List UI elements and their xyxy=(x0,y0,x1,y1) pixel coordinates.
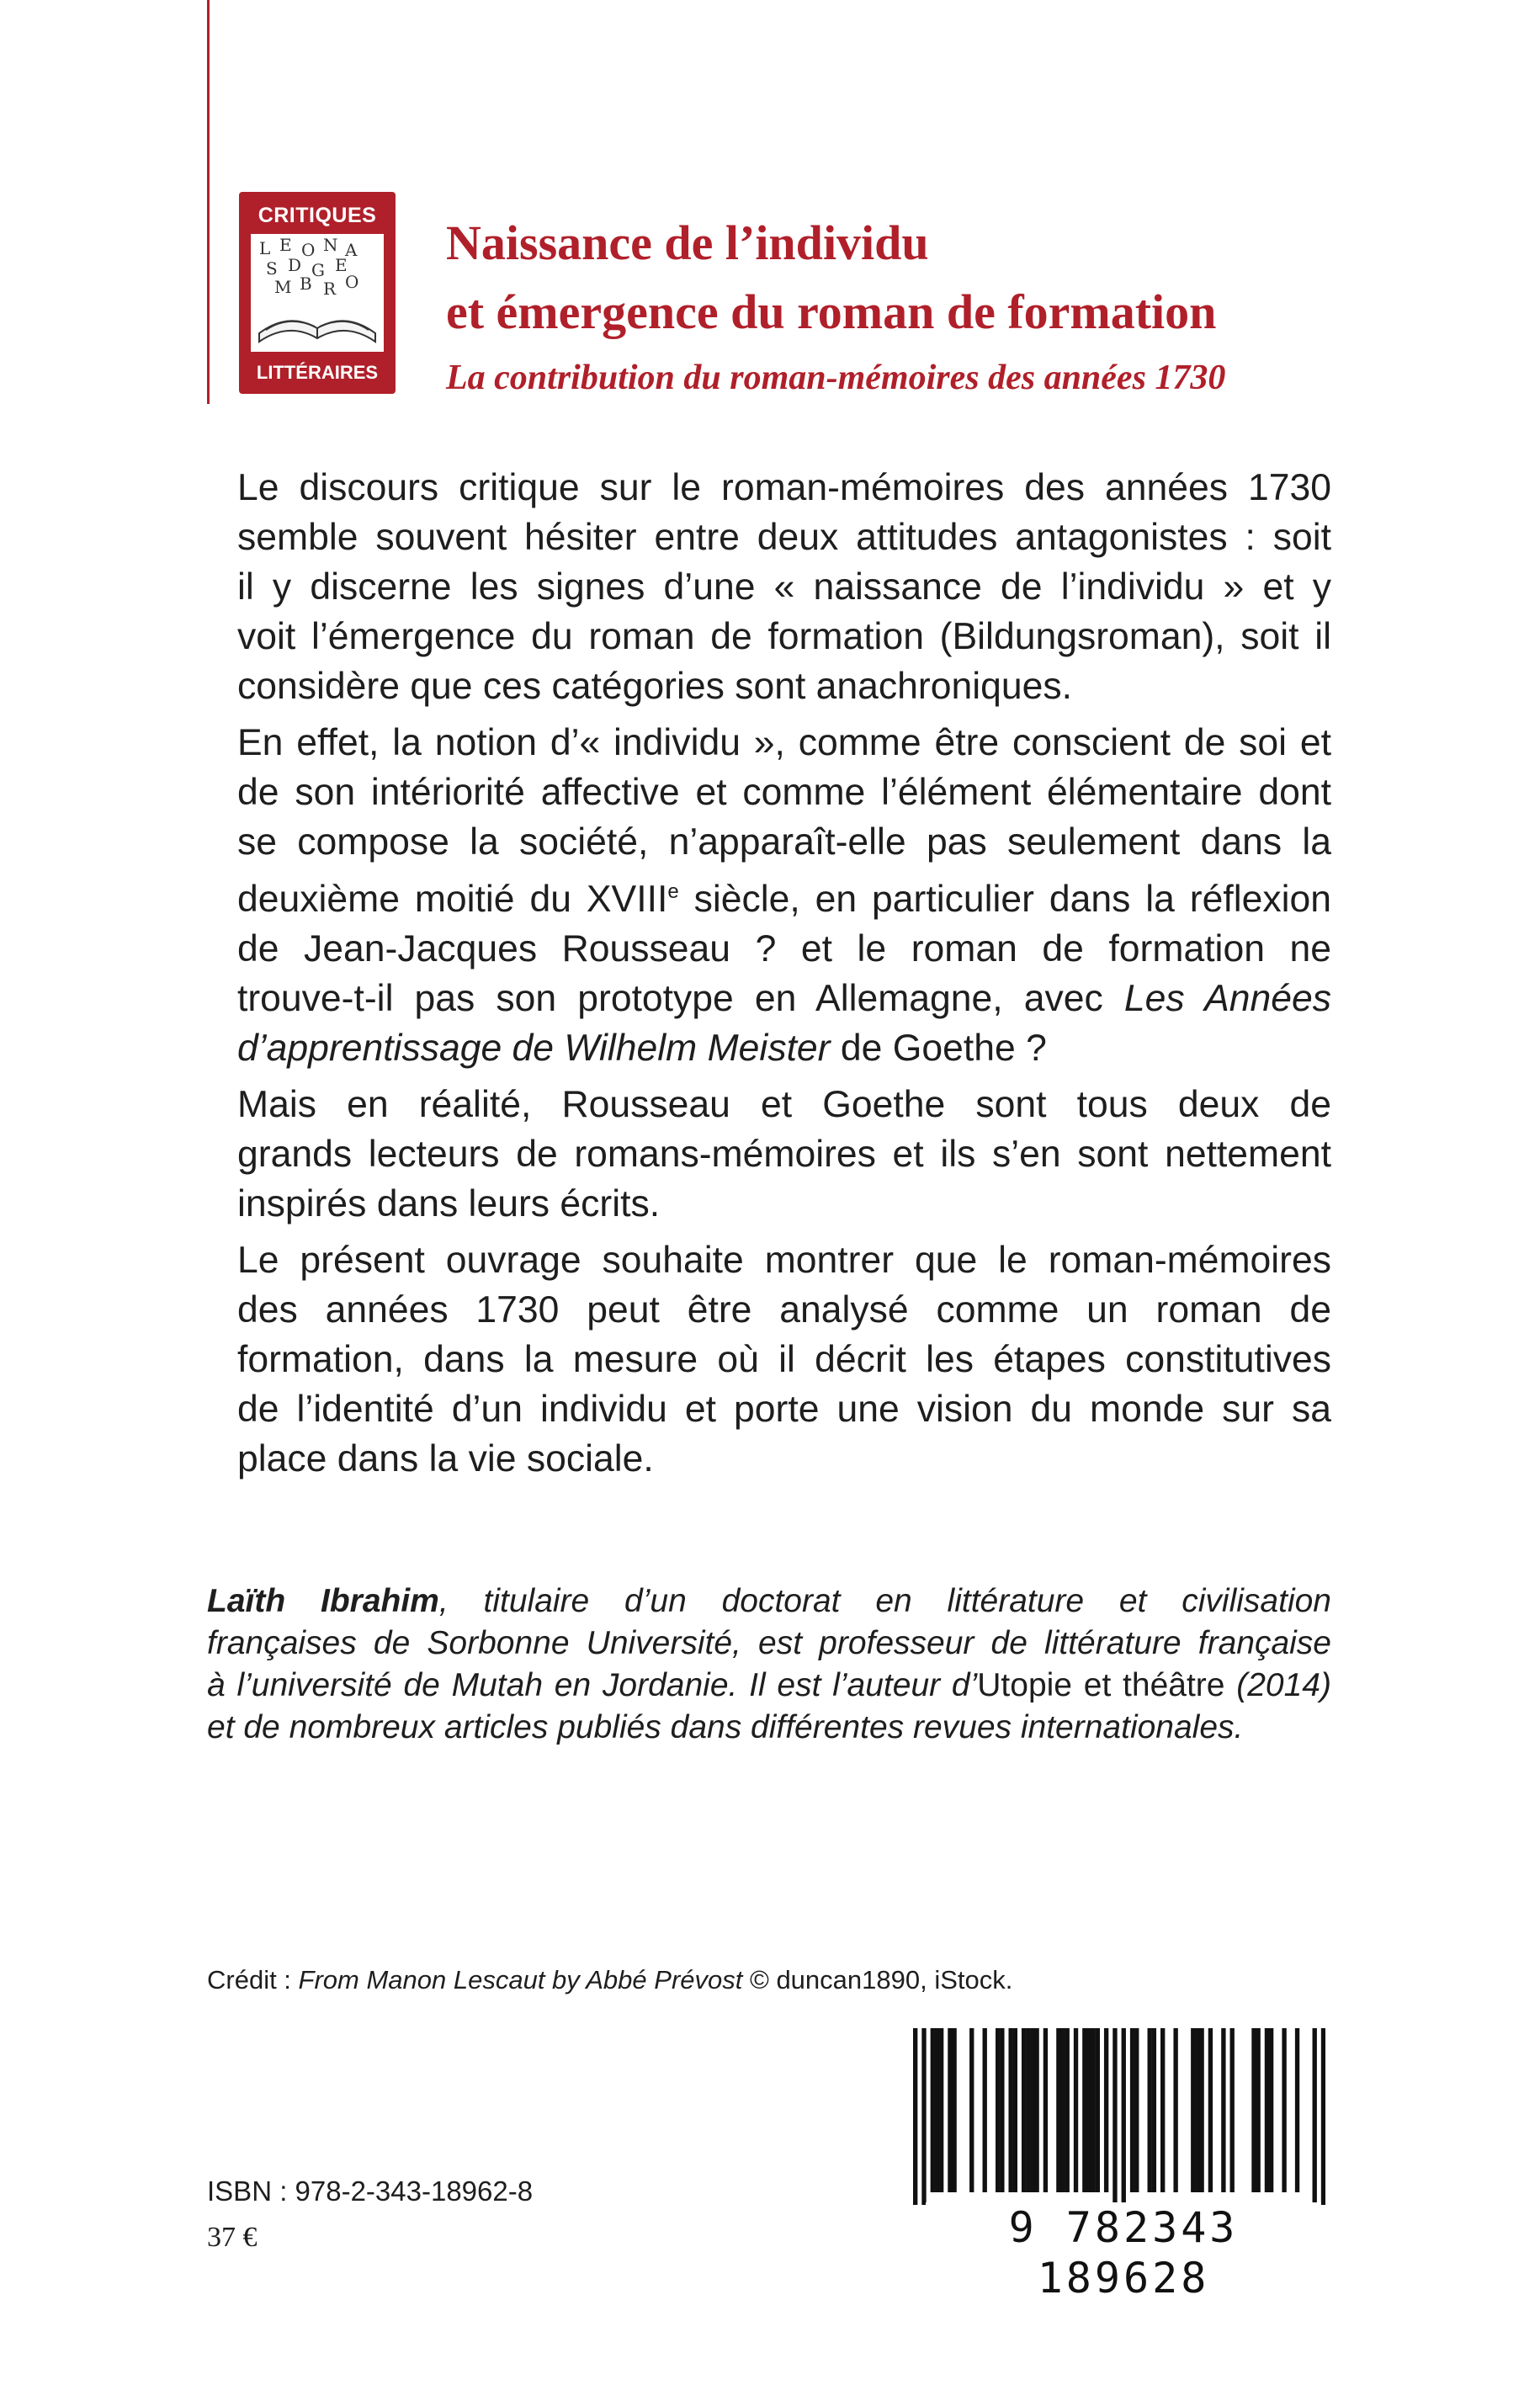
text-fragment: , titulaire d’un doctorat en littérature et civilisation xyxy=(438,1583,1331,1619)
barcode-bar xyxy=(1256,2028,1260,2192)
text-line xyxy=(207,1580,1331,1623)
text-line: semble souvent hésiter entre deux attitudes antagonistes : soit xyxy=(237,517,1331,558)
barcode-bar xyxy=(1208,2028,1213,2192)
barcode-bar xyxy=(1074,2028,1078,2192)
text-fragment: à l’université de Mutah en Jordanie. Il est l’auteur d’ xyxy=(207,1667,978,1703)
credit-source: From Manon Lescaut by Abbé Prévost xyxy=(298,1965,743,1995)
barcode-bar xyxy=(1199,2028,1203,2192)
barcode-bar xyxy=(1313,2028,1317,2205)
text-fragment: trouve-t-il pas son prototype en Allemagne, avec xyxy=(237,977,1124,1019)
text-line: considère que ces catégories sont anachroniques. xyxy=(237,666,1072,707)
text-line: place dans la vie sociale. xyxy=(237,1437,654,1479)
text-line: Le discours critique sur le roman-mémoires des années 1730 xyxy=(237,467,1331,508)
svg-text:R: R xyxy=(323,279,337,299)
text-line: françaises de Sorbonne Université, est professeur de littérature française xyxy=(207,1625,1331,1661)
barcode-bar xyxy=(1065,2028,1070,2192)
paragraph-1 xyxy=(237,463,1331,711)
series-bottom-label: LITTÉRAIRES xyxy=(256,362,379,383)
book-subtitle: La contribution du roman-mémoires des années 1730 xyxy=(446,359,1226,397)
superscript: e xyxy=(667,880,679,903)
barcode-bar xyxy=(1000,2028,1004,2192)
svg-text:S: S xyxy=(266,258,278,279)
svg-text:O: O xyxy=(345,272,359,292)
book-reference: Utopie et théâtre xyxy=(977,1667,1225,1703)
barcode-bar xyxy=(1173,2028,1177,2192)
barcode-bar xyxy=(1269,2028,1273,2192)
svg-text:B: B xyxy=(300,274,312,294)
barcode-bar xyxy=(1160,2028,1165,2192)
barcode-bar xyxy=(1152,2028,1156,2192)
text-line: En effet, la notion d’« individu », comme être conscient de soi et xyxy=(237,722,1331,763)
barcode-bar xyxy=(996,2028,1000,2192)
svg-text:O: O xyxy=(301,240,316,260)
svg-text:L: L xyxy=(259,238,271,258)
text-line xyxy=(237,867,1331,924)
text-line: Mais en réalité, Rousseau et Goethe sont tous deux de xyxy=(237,1083,1331,1125)
barcode-bar xyxy=(1191,2028,1195,2192)
book-reference: Les Années xyxy=(1123,977,1331,1019)
barcode-bar xyxy=(1008,2028,1012,2192)
barcode-bar xyxy=(952,2028,956,2192)
barcode-bar xyxy=(948,2028,952,2192)
barcode-bar xyxy=(921,2028,926,2205)
barcode-bar xyxy=(1013,2028,1017,2192)
barcode-bar xyxy=(1091,2028,1095,2192)
text-line: et de nombreux articles publiés dans différentes revues internationales. xyxy=(207,1709,1244,1745)
text-line: de Jean-Jacques Rousseau ? et le roman de formation ne xyxy=(237,927,1331,969)
credit-rest: © duncan1890, iStock. xyxy=(742,1965,1013,1995)
barcode-bar xyxy=(1130,2028,1134,2192)
svg-text:M: M xyxy=(274,277,292,297)
barcode-bar xyxy=(1148,2028,1152,2192)
back-cover-text xyxy=(237,463,1331,1490)
text-line xyxy=(237,1023,1331,1073)
barcode-bar xyxy=(939,2028,943,2192)
barcode-bar xyxy=(1082,2028,1086,2192)
book-title xyxy=(446,209,1216,347)
open-book-icon xyxy=(251,234,384,352)
author-bio xyxy=(207,1580,1331,1749)
text-line: voit l’émergence du roman de formation (Bildungsroman), soit il xyxy=(237,616,1331,657)
barcode-bar xyxy=(931,2028,935,2192)
paragraph-2 xyxy=(237,718,1331,1073)
text-line: de l’identité d’un individu et porte une vision du monde sur sa xyxy=(237,1388,1331,1430)
barcode-bar xyxy=(1043,2028,1048,2192)
text-fragment: de Goethe ? xyxy=(830,1027,1047,1069)
isbn: ISBN : 978-2-343-18962-8 xyxy=(207,2175,534,2207)
text-fragment: deuxième moitié du XVIII xyxy=(237,878,668,920)
paragraph-3 xyxy=(237,1080,1331,1229)
barcode-bar xyxy=(1295,2028,1299,2192)
text-fragment: (2014) xyxy=(1224,1667,1331,1703)
barcode-bar xyxy=(1113,2028,1117,2205)
barcode-bar xyxy=(1230,2028,1235,2192)
barcode-bar xyxy=(1104,2028,1108,2192)
text-line: inspirés dans leurs écrits. xyxy=(237,1182,661,1224)
barcode-bar xyxy=(913,2028,917,2205)
barcode-bar xyxy=(1221,2028,1225,2192)
text-line: formation, dans la mesure où il décrit les étapes constitutives xyxy=(237,1338,1331,1380)
barcode-bar xyxy=(1195,2028,1199,2192)
svg-text:E: E xyxy=(335,255,348,275)
barcode-bar xyxy=(1030,2028,1034,2192)
svg-text:N: N xyxy=(323,235,338,255)
spine-line xyxy=(207,0,210,404)
text-line: des années 1730 peut être analysé comme un roman de xyxy=(237,1288,1331,1331)
author-name: Laïth Ibrahim xyxy=(207,1583,439,1619)
svg-text:G: G xyxy=(311,260,325,280)
barcode-bar xyxy=(1022,2028,1026,2192)
barcode-bar xyxy=(1265,2028,1269,2192)
barcode-bar xyxy=(1056,2028,1060,2192)
barcode-bar xyxy=(1034,2028,1038,2192)
barcode-bar xyxy=(1321,2028,1325,2205)
text-fragment: siècle, en particulier dans la réflexion xyxy=(678,878,1331,920)
svg-text:E: E xyxy=(279,235,292,255)
text-line: Le présent ouvrage souhaite montrer que le roman-mémoires xyxy=(237,1239,1331,1281)
paragraph-4 xyxy=(237,1235,1331,1484)
series-logo xyxy=(239,192,396,394)
title-line-2: et émergence du roman de formation xyxy=(446,284,1217,339)
svg-text:A: A xyxy=(345,240,358,260)
barcode-bar xyxy=(1122,2028,1126,2205)
series-top-label: CRITIQUES xyxy=(258,204,377,227)
svg-text:D: D xyxy=(288,255,302,275)
barcode-bar xyxy=(1096,2028,1100,2192)
title-line-1: Naissance de l’individu xyxy=(446,215,929,270)
barcode-bar xyxy=(1060,2028,1065,2192)
barcode-bar xyxy=(1134,2028,1139,2192)
barcode-bar xyxy=(1026,2028,1030,2192)
barcode-bar xyxy=(983,2028,987,2192)
text-line xyxy=(237,974,1331,1023)
price: 37 € xyxy=(207,2222,258,2253)
barcode-bar xyxy=(1282,2028,1286,2192)
barcode-bar xyxy=(1086,2028,1091,2192)
barcode-bar xyxy=(1251,2028,1256,2192)
text-line: de son intériorité affective et comme l’élément élémentaire dont xyxy=(237,772,1331,813)
text-line: se compose la société, n’apparaît-elle pas seulement dans la xyxy=(237,821,1331,863)
image-credit xyxy=(207,1965,1012,1995)
barcode-bar xyxy=(935,2028,939,2192)
text-line: grands lecteurs de romans-mémoires et ils s’en sont nettement xyxy=(237,1133,1331,1175)
barcode-bar xyxy=(969,2028,974,2192)
text-line: il y discerne les signes d’une « naissance de l’individu » et y xyxy=(237,566,1331,608)
barcode-number: 9 782343 189628 xyxy=(926,2202,1321,2303)
book-reference: d’apprentissage de Wilhelm Meister xyxy=(237,1027,831,1069)
credit-label: Crédit : xyxy=(207,1965,299,1995)
text-line xyxy=(207,1665,1331,1707)
